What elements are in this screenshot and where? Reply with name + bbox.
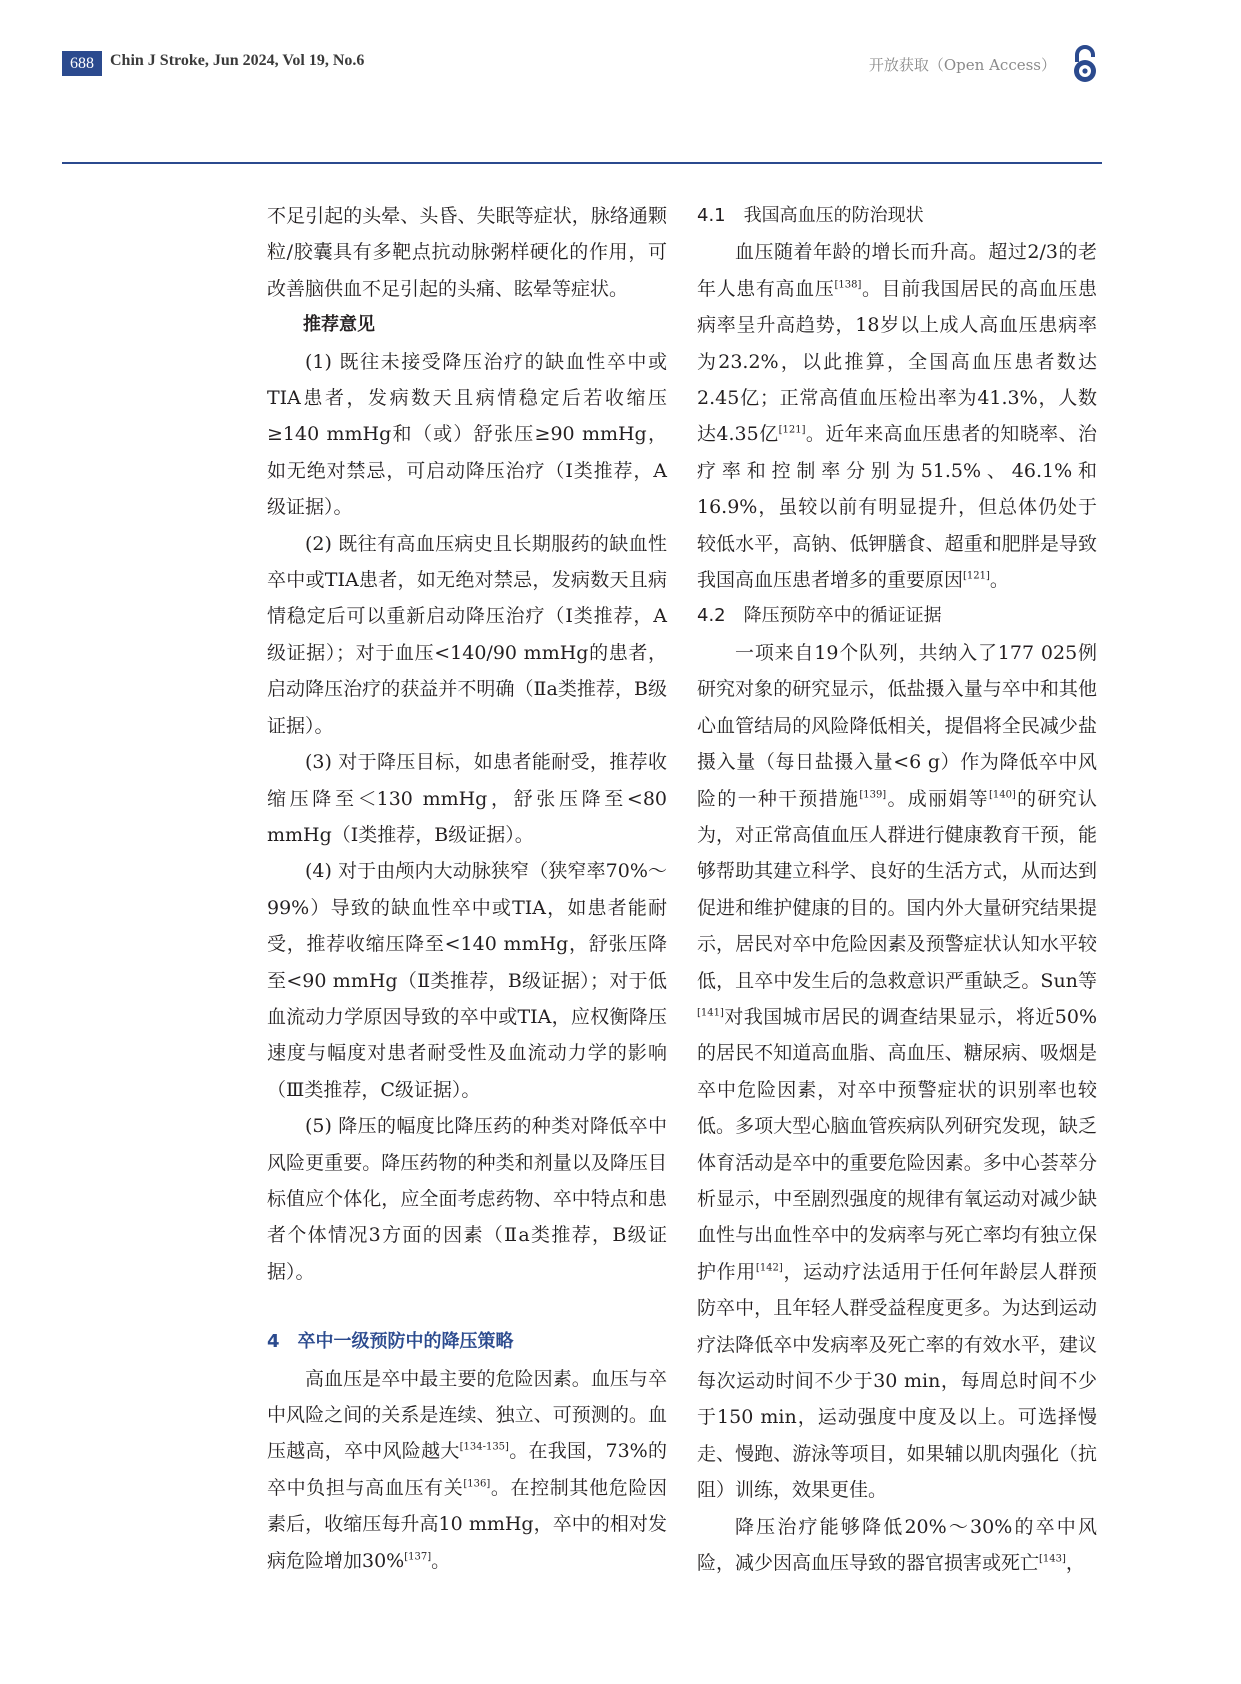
citation: [142] [755,1262,783,1274]
subsection-4-2-heading: 4.2 降压预防卒中的循证证据 [697,605,942,627]
page-header [62,48,1102,82]
right-column [697,198,1097,1581]
citation: [138] [834,279,862,291]
subsection-4-2-paragraph: 一项来自19个队列，共纳入了177 025例研究对象的研究显示，低盐摄入量与卒中和其他心血管结局的风险降低相关，提倡将全民减少盐摄入量（每日盐摄入量<6 g）作为降低卒中风险的一种干预措施[139]。成丽娟等[140]的研究认为，对正常高值血压人群进行健康教育干预，能够帮助其建立科学、良好的生活方式，从而达到促进和维护健康的目的。国内外大量研究结果提示，居民对卒中危险因素及预警症状认知水平较低，且卒中发生后的急救意识严重缺乏。Sun等[141]对我国城市居民的调查结果显示，将近50%的居民不知道高血脂、高血压、糖尿病、吸烟是卒中危险因素，对卒中预警症状的识别率也较低。多项大型心脑血管疾病队列研究发现，缺乏体育活动是卒中的重要危险因素。多中心荟萃分析显示，中至剧烈强度的规律有氧运动对减少缺血性与出血性卒中的发病率与死亡率均有独立保护作用[142]，运动疗法适用于任何年龄层人群预防卒中，且年轻人群受益程度更多。为达到运动疗法降低卒中发病率及死亡率的有效水平，建议每次运动时间不少于30 min，每周总时间不少于150 min，运动强度中度及以上。可选择慢走、慢跑、游泳等项目，如果辅以肌肉强化（抗阻）训练，效果更佳。 [697,641,1097,1502]
citation: [139] [859,789,887,801]
subsection-4-2-paragraph-2: 降压治疗能够降低20%～30%的卒中风险，减少因高血压导致的器官损害或死亡[143]， [697,1515,1097,1575]
citation: [137] [404,1551,432,1563]
recommendation-2: (2) 既往有高血压病史且长期服药的缺血性卒中或TIA患者，如无绝对禁忌，发病数天且病情稳定后可以重新启动降压治疗（Ⅰ类推荐，A级证据）；对于血压<140/90 mmHg的患者，启动降压治疗的获益并不明确（Ⅱa类推荐，B级证据）。 [267,532,667,737]
citation: [141] [697,1007,724,1019]
section-4-paragraph: 高血压是卒中最主要的危险因素。血压与卒中风险之间的关系是连续、独立、可预测的。血压越高，卒中风险越大[134-135]。在我国，73%的卒中负担与高血压有关[136]。在控制其他危险因素后，收缩压每升高10 mmHg，卒中的相对发病危险增加30%[137]。 [267,1367,667,1572]
citation: [136] [463,1478,491,1490]
recommendation-1: (1) 既往未接受降压治疗的缺血性卒中或TIA患者，发病数天且病情稳定后若收缩压≥140 mmHg和（或）舒张压≥90 mmHg，如无绝对禁忌，可启动降压治疗（Ⅰ类推荐，A级证据）。 [267,350,667,519]
header-divider [62,162,1102,164]
page-number: 688 [62,51,102,76]
journal-citation: Chin J Stroke, Jun 2024, Vol 19, No.6 [110,52,365,69]
citation: [121] [963,570,990,582]
recommendation-5: (5) 降压的幅度比降压药的种类对降低卒中风险更重要。降压药物的种类和剂量以及降压目标值应个体化，应全面考虑药物、卒中特点和患者个体情况3方面的因素（Ⅱa类推荐，B级证据）。 [267,1115,667,1283]
recommendation-3: (3) 对于降压目标，如患者能耐受，推荐收缩压降至＜130 mmHg，舒张压降至<80 mmHg（Ⅰ类推荐，B级证据）。 [267,751,667,846]
section-4-heading: 4 卒中一级预防中的降压策略 [267,1331,514,1353]
left-column [267,198,667,1579]
open-access-lock-icon [1068,44,1102,84]
citation: [134-135] [459,1442,509,1454]
recommendation-4: (4) 对于由颅内大动脉狭窄（狭窄率70%～99%）导致的缺血性卒中或TIA，如患者能耐受，推荐收缩压降至<140 mmHg，舒张压降至<90 mmHg（Ⅱ类推荐，B级证据）；对于低血流动力学原因导致的卒中或TIA，应权衡降压速度与幅度对患者耐受性及血流动力学的影响（Ⅲ类推荐，C级证据）。 [267,860,667,1101]
paragraph-continued: 不足引起的头晕、头昏、失眠等症状，脉络通颗粒/胶囊具有多靶点抗动脉粥样硬化的作用，可改善脑供血不足引起的头痛、眩晕等症状。 [267,205,667,300]
recommendation-heading: 推荐意见 [303,314,375,336]
citation: [143] [1039,1553,1066,1565]
open-access-label: 开放获取（Open Access） [868,56,1056,74]
subsection-4-1-heading: 4.1 我国高血压的防治现状 [697,205,924,226]
subsection-4-1-paragraph: 血压随着年龄的增长而升高。超过2/3的老年人患有高血压[138]。目前我国居民的高血压患病率呈升高趋势，18岁以上成人高血压患病率为23.2%，以此推算，全国高血压患者数达2.45亿；正常高值血压检出率为41.3%，人数达4.35亿[121]。近年来高血压患者的知晓率、治疗率和控制率分别为51.5%、46.1%和16.9%，虽较以前有明显提升，但总体仍处于较低水平，高钠、低钾膳食、超重和肥胖是导致我国高血压患者增多的重要原因[121]。 [697,241,1097,592]
citation: [121] [778,425,806,437]
citation: [140] [988,789,1016,801]
